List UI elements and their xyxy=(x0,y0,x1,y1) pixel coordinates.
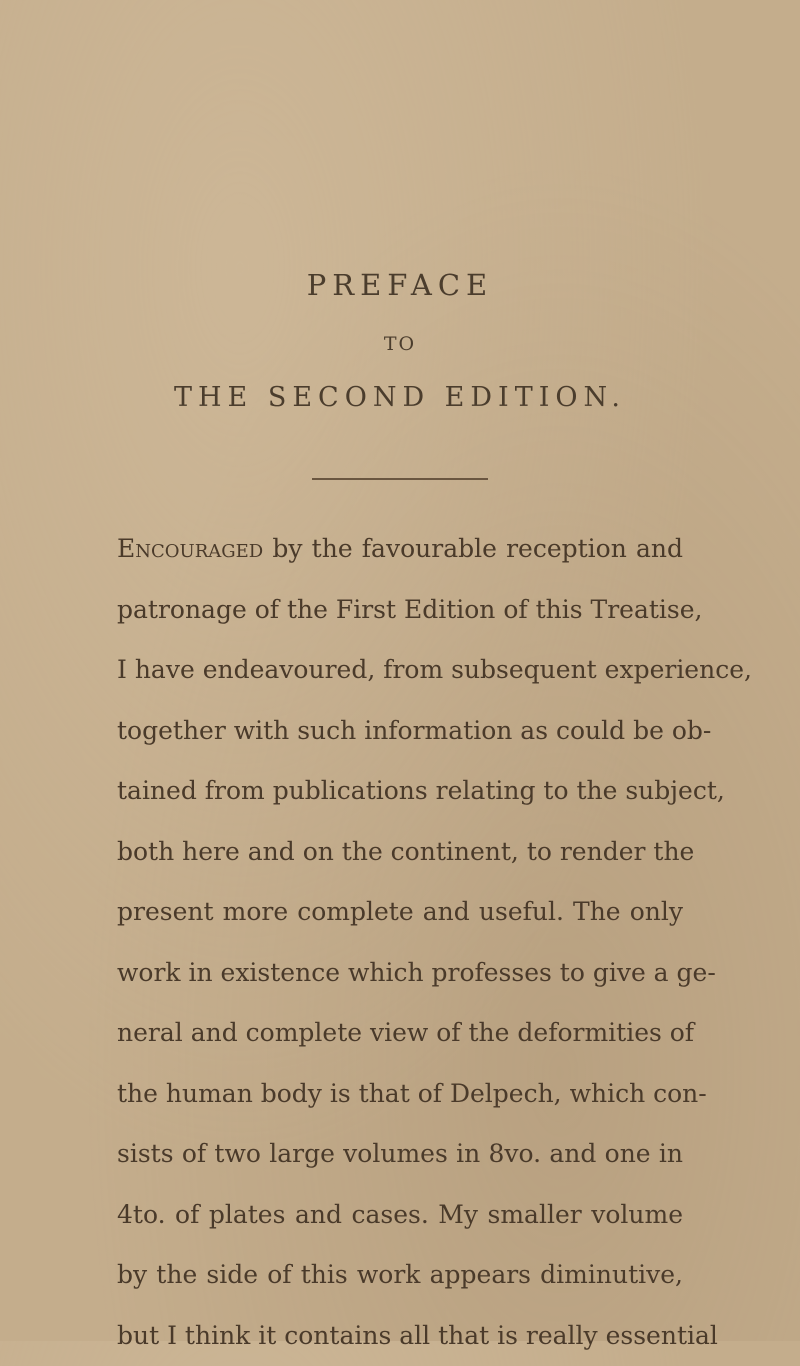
text-line: work in existence which professes to give a ge- xyxy=(117,943,683,1004)
edition-subtitle: THE SECOND EDITION. xyxy=(0,382,800,413)
text-line: neral and complete view of the deformities of xyxy=(117,1003,683,1064)
text-line: 4to. of plates and cases. My smaller volume xyxy=(117,1185,683,1246)
divider-rule xyxy=(312,478,488,480)
preface-title: PREFACE xyxy=(0,268,800,302)
text-line: Encouraged by the favourable reception and xyxy=(117,519,683,580)
preface-body xyxy=(117,519,683,1366)
text-line: by the side of this work appears diminutive, xyxy=(117,1245,683,1306)
text-line: together with such information as could be ob- xyxy=(117,701,683,762)
drop-word: Encouraged xyxy=(117,534,263,563)
text-line: sists of two large volumes in 8vo. and one in xyxy=(117,1124,683,1185)
text-line: both here and on the continent, to render the xyxy=(117,822,683,883)
text-line: but I think it contains all that is really essential xyxy=(117,1306,683,1366)
title-to: TO xyxy=(0,333,800,355)
text-line: present more complete and useful. The only xyxy=(117,882,683,943)
text-line: the human body is that of Delpech, which con- xyxy=(117,1064,683,1125)
text-line: tained from publications relating to the subject, xyxy=(117,761,683,822)
text-line: patronage of the First Edition of this Treatise, xyxy=(117,580,683,641)
text-line: I have endeavoured, from subsequent experience, xyxy=(117,640,683,701)
